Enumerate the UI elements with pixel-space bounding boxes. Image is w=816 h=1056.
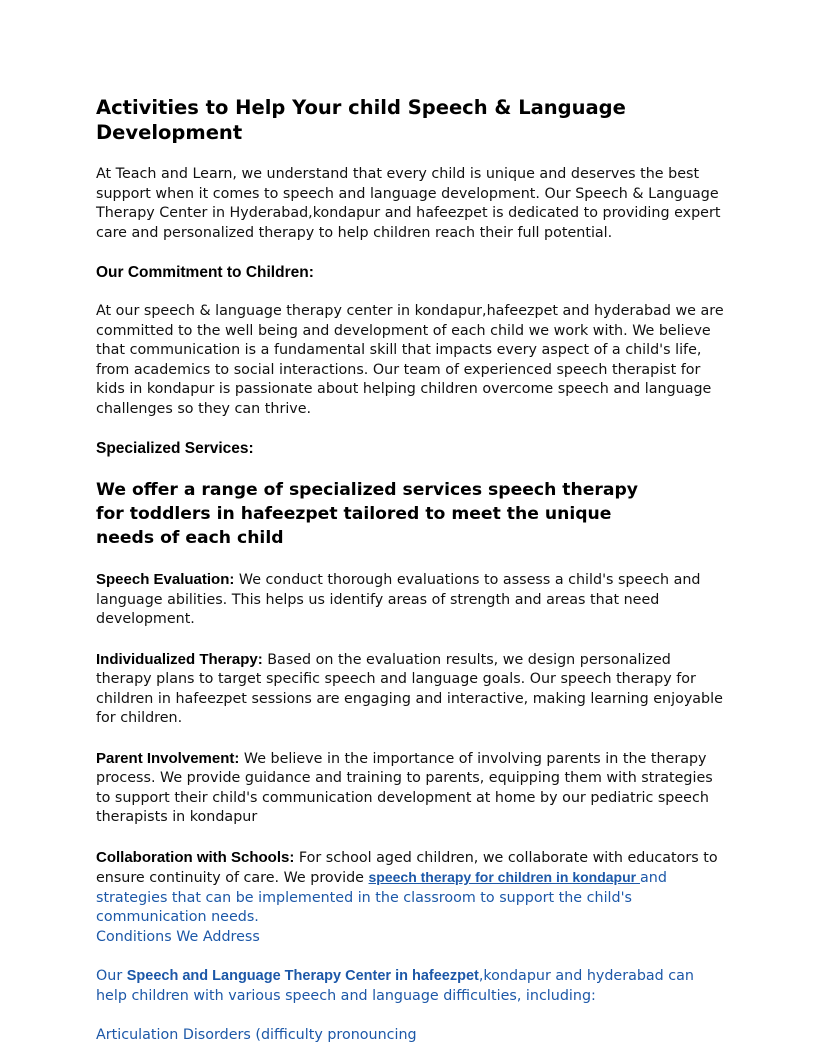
- commitment-paragraph: At our speech & language therapy center in kondapur,hafeezpet and hyderabad we are committed to the well being and development of each child we work with. We believe that communication is a fundamental skill that impacts every aspect of a child's life, from academics to social interactions. Our team of experienced speech therapist for kids in kondapur is passionate about helping children overcome speech and language challenges so they can thrive.: [96, 303, 724, 417]
- service-item-text: We conduct thorough evaluations to assess a child's speech and language abilities. This helps us identify areas of strength and areas that need development.: [96, 572, 701, 627]
- conditions-list-item: Articulation Disorders (difficulty pronouncing: [96, 1027, 417, 1043]
- service-item-text: We believe in the importance of involving parents in the therapy process. We provide guidance and training to parents, equipping them with strategies to support their child's communication development at home by our pediatric speech therapists in kondapur: [96, 750, 713, 825]
- conditions-heading: Conditions We Address: [96, 928, 260, 945]
- service-item-evaluation: [96, 570, 726, 630]
- service-item-lead: Speech Evaluation:: [96, 571, 235, 588]
- commitment-heading: Our Commitment to Children:: [96, 264, 314, 281]
- intro-paragraph: At Teach and Learn, we understand that every child is unique and deserves the best support when it comes to speech and language development. Our Speech & Language Therapy Center in Hyderabad,kondapur and hafeezpet is dedicated to providing expert care and personalized therapy to help children reach their full potential.: [96, 166, 721, 241]
- document-content: [96, 96, 726, 1046]
- service-item-lead: Collaboration with Schools:: [96, 848, 295, 866]
- service-item-text: Based on the evaluation results, we design personalized therapy plans to target specific speech and language goals. Our speech therapy for children in hafeezpet sessions are engaging and interactive, making learning enjoyable for children.: [96, 651, 723, 726]
- conditions-prefix: Our: [96, 968, 127, 984]
- conditions-suffix: ,kondapur and hyderabad can help children with various speech and language difficulties, including:: [96, 968, 694, 1004]
- service-item-tail: and strategies that can be implemented in the classroom to support the child's communication needs.: [96, 870, 667, 925]
- services-heading: Specialized Services:: [96, 440, 254, 457]
- page-title: Activities to Help Your child Speech & Language Development: [96, 96, 626, 144]
- conditions-paragraph: [96, 967, 726, 1006]
- service-item-text: For school aged children, we collaborate with educators to ensure continuity of care. We provide: [96, 849, 718, 886]
- service-item-lead: Individualized Therapy:: [96, 650, 263, 668]
- speech-therapy-kondapur-link[interactable]: speech therapy for children in kondapur: [368, 869, 640, 885]
- services-subheading: We offer a range of specialized services speech therapy for toddlers in hafeezpet tailored to meet the unique needs of each child: [96, 480, 639, 548]
- service-item-collaboration: [96, 848, 726, 928]
- service-item-parent-involvement: [96, 749, 726, 828]
- service-item-lead: Parent Involvement:: [96, 749, 240, 767]
- service-item-individualized-therapy: [96, 650, 726, 729]
- conditions-center-name: Speech and Language Therapy Center in hafeezpet: [126, 968, 479, 984]
